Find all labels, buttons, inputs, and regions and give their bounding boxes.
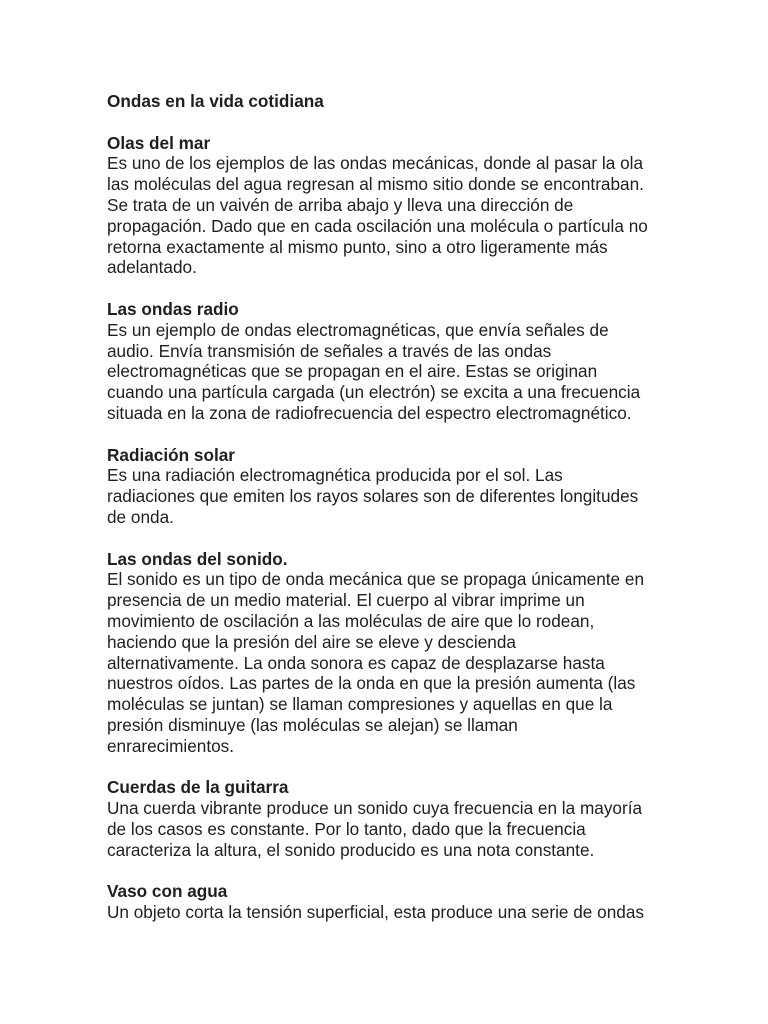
section xyxy=(107,445,687,528)
paragraph-line: audio. Envía transmisión de señales a través de las ondas xyxy=(107,340,552,361)
paragraph-line: adelantado. xyxy=(107,257,197,278)
section-heading: Olas del mar xyxy=(107,132,211,153)
paragraph-line: electromagnéticas que se propagan en el aire. Estas se originan xyxy=(107,361,598,382)
section-heading: Vaso con agua xyxy=(107,881,228,902)
section-body xyxy=(107,569,687,756)
document-page xyxy=(107,91,687,944)
section-body xyxy=(107,902,687,923)
paragraph-line: Es una radiación electromagnética producida por el sol. Las xyxy=(107,465,563,486)
document-title: Ondas en la vida cotidiana xyxy=(107,91,324,111)
paragraph-line: propagación. Dado que en cada oscilación una molécula o partícula no xyxy=(107,215,648,236)
paragraph-line: Es un ejemplo de ondas electromagnéticas, que envía señales de xyxy=(107,319,609,340)
section-body xyxy=(107,153,687,278)
paragraph-line: movimiento de oscilación a las moléculas de aire que lo rodean, xyxy=(107,610,595,631)
paragraph-line: Es uno de los ejemplos de las ondas mecánicas, donde al pasar la ola xyxy=(107,153,644,174)
section xyxy=(107,549,687,757)
section xyxy=(107,133,687,279)
section-heading: Cuerdas de la guitarra xyxy=(107,777,289,798)
paragraph-line: enrarecimientos. xyxy=(107,735,235,756)
paragraph-line: de los casos es constante. Por lo tanto, dado que la frecuencia xyxy=(107,818,586,839)
section-body xyxy=(107,798,687,860)
paragraph-line: presencia de un medio material. El cuerpo al vibrar imprime un xyxy=(107,590,585,611)
paragraph-line: moléculas se juntan) se llaman compresiones y aquellas en que la xyxy=(107,694,613,715)
paragraph-line: las moléculas del agua regresan al mismo sitio donde se encontraban. xyxy=(107,174,644,195)
section-body xyxy=(107,320,687,424)
paragraph-line: El sonido es un tipo de onda mecánica que se propaga únicamente en xyxy=(107,569,645,590)
section-heading: Las ondas radio xyxy=(107,298,239,319)
section xyxy=(107,777,687,860)
section xyxy=(107,881,687,923)
section-body xyxy=(107,465,687,527)
paragraph-line: nuestros oídos. Las partes de la onda en que la presión aumenta (las xyxy=(107,673,636,694)
paragraph-line: situada en la zona de radiofrecuencia del espectro electromagnético. xyxy=(107,402,632,423)
paragraph-line: Una cuerda vibrante produce un sonido cuya frecuencia en la mayoría xyxy=(107,798,643,819)
paragraph-line: Se trata de un vaivén de arriba abajo y lleva una dirección de xyxy=(107,194,574,215)
paragraph-line: caracteriza la altura, el sonido producido es una nota constante. xyxy=(107,839,595,860)
sections-container xyxy=(107,133,687,923)
paragraph-line: haciendo que la presión del aire se eleve y descienda xyxy=(107,631,516,652)
paragraph-line: cuando una partícula cargada (un electrón) se excita a una frecuencia xyxy=(107,382,641,403)
paragraph-line: radiaciones que emiten los rayos solares son de diferentes longitudes xyxy=(107,486,639,507)
paragraph-line: Un objeto corta la tensión superficial, esta produce una serie de ondas xyxy=(107,902,644,923)
paragraph-line: retorna exactamente al mismo punto, sino a otro ligeramente más xyxy=(107,236,608,257)
section-heading: Las ondas del sonido. xyxy=(107,548,288,569)
paragraph-line: presión disminuye (las moléculas se alejan) se llaman xyxy=(107,714,518,735)
paragraph-line: de onda. xyxy=(107,506,174,527)
paragraph-line: alternativamente. La onda sonora es capaz de desplazarse hasta xyxy=(107,652,605,673)
section xyxy=(107,299,687,424)
section-heading: Radiación solar xyxy=(107,444,235,465)
